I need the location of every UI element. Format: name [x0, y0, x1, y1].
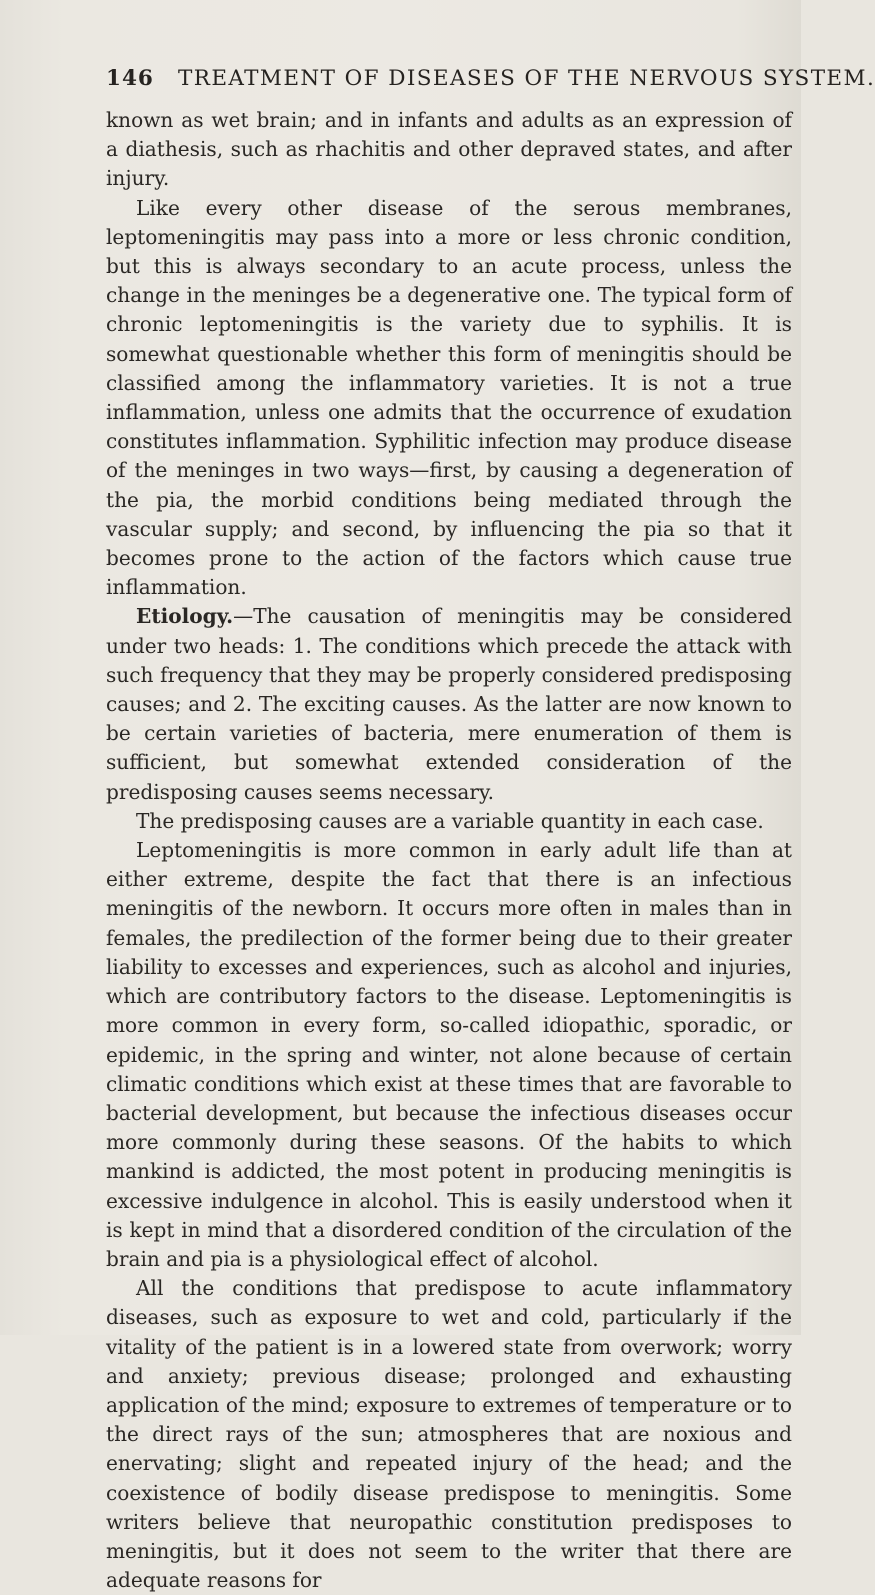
- page-number: 146: [106, 66, 154, 91]
- body-text: [106, 106, 792, 1595]
- paragraph-etiology: [106, 602, 792, 806]
- running-head: [106, 66, 875, 96]
- running-title: TREATMENT OF DISEASES OF THE NERVOUS SYSTEM.: [178, 66, 875, 91]
- paragraph-conditions: All the conditions that predispose to acute inflammatory diseases, such as exposure to wet and cold, particularly if the vitality of the patient is in a lowered state from overwork; worry and anxiety; previous disease; prolonged and exhausting application of the mind; exposure to extremes of temperature or to the direct rays of the sun; atmospheres that are noxious and enervating; slight and repeated injury of the head; and the coexistence of bodily disease predispose to meningitis. Some writers believe that neuropathic constitution predisposes to meningitis, but it does not seem to the writer that there are adequate reasons for: [106, 1276, 792, 1593]
- etiology-text: —The causation of meningitis may be considered under two heads: 1. The conditions which precede the attack with such frequency that they may be properly considered predisposing causes; and 2. The exciting causes. As the latter are now known to be certain varieties of bacteria, mere enumeration of them is sufficient, but somewhat extended consideration of the predisposing causes seems necessary.: [106, 604, 792, 804]
- paragraph-continued: known as wet brain; and in infants and adults as an expression of a diathesis, such as rhachitis and other depraved states, and after injury.: [106, 108, 792, 191]
- paragraph-age-sex-season: Leptomeningitis is more common in early adult life than at either extreme, despite the fact that there is an infectious meningitis of the newborn. It occurs more often in males than in females, the predilection of the former being due to their greater liability to excesses and experiences, such as alcohol and injuries, which are contributory factors to the disease. Leptomeningitis is more common in every form, so-called idiopathic, sporadic, or epidemic, in the spring and winter, not alone because of certain climatic conditions which exist at these times that are favorable to bacterial development, but because the infectious diseases occur more commonly during these seasons. Of the habits to which mankind is addicted, the most potent in producing meningitis is excessive indulgence in alcohol. This is easily understood when it is kept in mind that a disordered condition of the circulation of the brain and pia is a physiological effect of alcohol.: [106, 838, 792, 1271]
- paragraph-chronic-leptomeningitis: Like every other disease of the serous membranes, leptomeningitis may pass into a more or less chronic condition, but this is always secondary to an acute process, unless the change in the meninges be a degenerative one. The typical form of chronic leptomeningitis is the variety due to syphilis. It is somewhat questionable whether this form of meningitis should be classified among the inflammatory varieties. It is not a true inflammation, unless one admits that the occurrence of exudation constitutes inflammation. Syphilitic infection may produce disease of the meninges in two ways—first, by causing a degeneration of the pia, the morbid conditions being mediated through the vascular supply; and second, by influencing the pia so that it becomes prone to the action of the factors which cause true inflammation.: [106, 195, 792, 600]
- paragraph-predisposing: The predisposing causes are a variable quantity in each case.: [136, 808, 764, 833]
- etiology-heading: Etiology.: [136, 604, 234, 629]
